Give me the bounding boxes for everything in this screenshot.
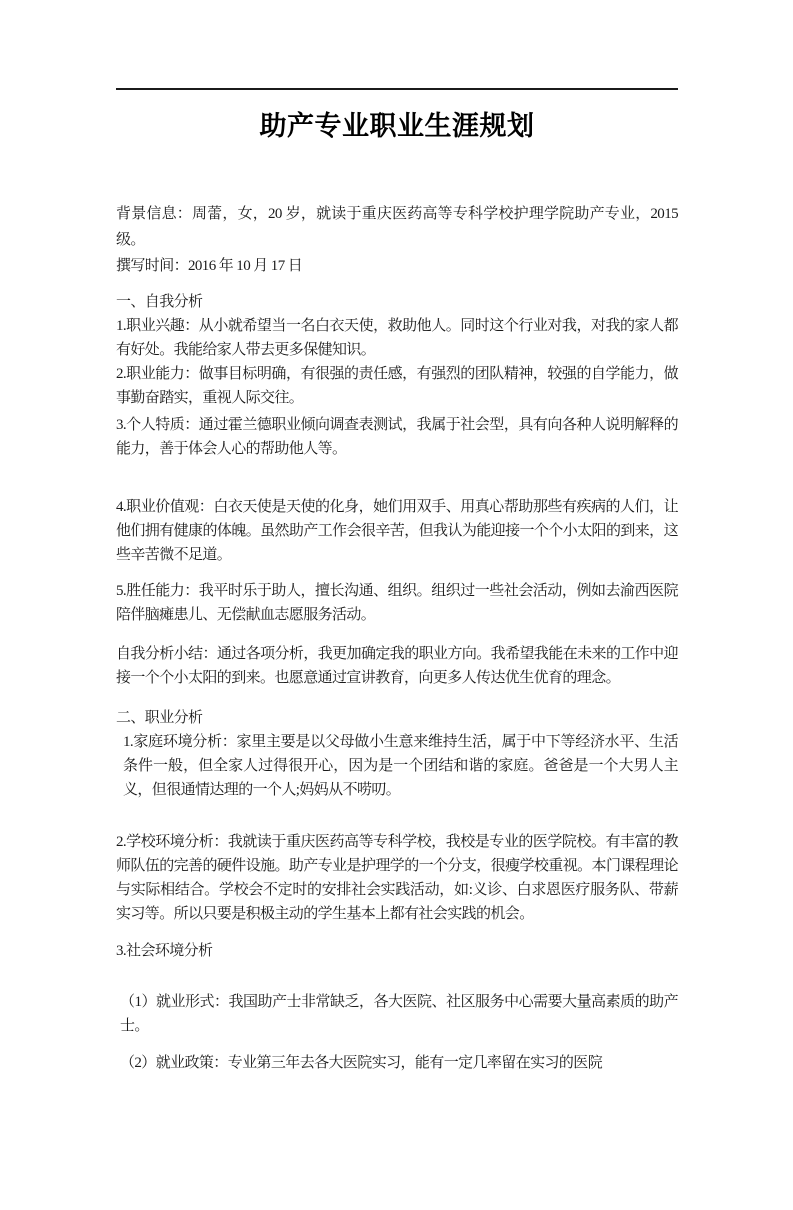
document-title: 助产专业职业生涯规划 (259, 111, 535, 141)
paragraph-school-environment: 2.学校环境分析：我就读于重庆医药高等专科学校，我校是专业的医学院校。有丰富的教师队伍的完善的硬件设施。助产专业是护理学的一个分支，很瘦学校重视。本门课程理论与实际相结合。学校会不定时的安排社会实践活动，如:义诊、白求恩医疗服务队、带薪实习等。所以只要是积极主动的学生基本上都有社会实践的机会。 (116, 834, 678, 922)
paragraph-career-ability: 2.职业能力：做事目标明确，有很强的责任感，有强烈的团队精神，较强的自学能力，做事勤奋踏实，重视人际交往。 (116, 366, 678, 406)
paragraph-personal-traits: 3.个人特质：通过霍兰德职业倾向调查表测试，我属于社会型，具有向各种人说明解释的能力，善于体会人心的帮助他人等。 (116, 417, 678, 457)
paragraph-family-environment: 1.家庭环境分析：家里主要是以父母做小生意来维持生活，属于中下等经济水平、生活条件一般，但全家人过得很开心，因为是一个团结和谐的家庭。爸爸是一个大男人主义，但很通情达理的一个人;妈妈从不唠叨。 (123, 734, 678, 798)
document-page (0, 88, 793, 1210)
section-heading-career-analysis: 二、职业分析 (116, 710, 203, 726)
paragraph-competence: 5.胜任能力：我平时乐于助人，擅长沟通、组织。组织过一些社会活动，例如去渝西医院陪伴脑瘫患儿、无偿献血志愿服务活动。 (116, 583, 678, 623)
paragraph-career-interest: 1.职业兴趣：从小就希望当一名白衣天使，救助他人。同时这个行业对我，对我的家人都有好处。我能给家人带去更多保健知识。 (116, 318, 678, 358)
paragraph-career-values: 4.职业价值观：白衣天使是天使的化身，她们用双手、用真心帮助那些有疾病的人们，让他们拥有健康的体魄。虽然助产工作会很辛苦，但我认为能迎接一个个小太阳的到来，这些辛苦微不足道。 (116, 499, 678, 563)
paragraph-employment-situation: （1）就业形式：我国助产士非常缺乏，各大医院、社区服务中心需要大量高素质的助产士。 (120, 994, 678, 1034)
paragraph-write-date: 撰写时间：2016 年 10 月 17 日 (116, 258, 303, 274)
heading-social-environment: 3.社会环境分析 (116, 943, 213, 959)
document-content (116, 88, 678, 1075)
title-top-rule (116, 88, 678, 90)
paragraph-background-info: 背景信息：周蕾，女，20 岁，就读于重庆医药高等专科学校护理学院助产专业，2015 级。 (116, 206, 678, 248)
section-heading-self-analysis: 一、自我分析 (116, 294, 203, 310)
paragraph-employment-policy: （2）就业政策：专业第三年去各大医院实习，能有一定几率留在实习的医院 (120, 1055, 603, 1071)
paragraph-self-analysis-summary: 自我分析小结：通过各项分析，我更加确定我的职业方向。我希望我能在未来的工作中迎接一个个小太阳的到来。也愿意通过宣讲教育，向更多人传达优生优育的理念。 (116, 646, 678, 686)
